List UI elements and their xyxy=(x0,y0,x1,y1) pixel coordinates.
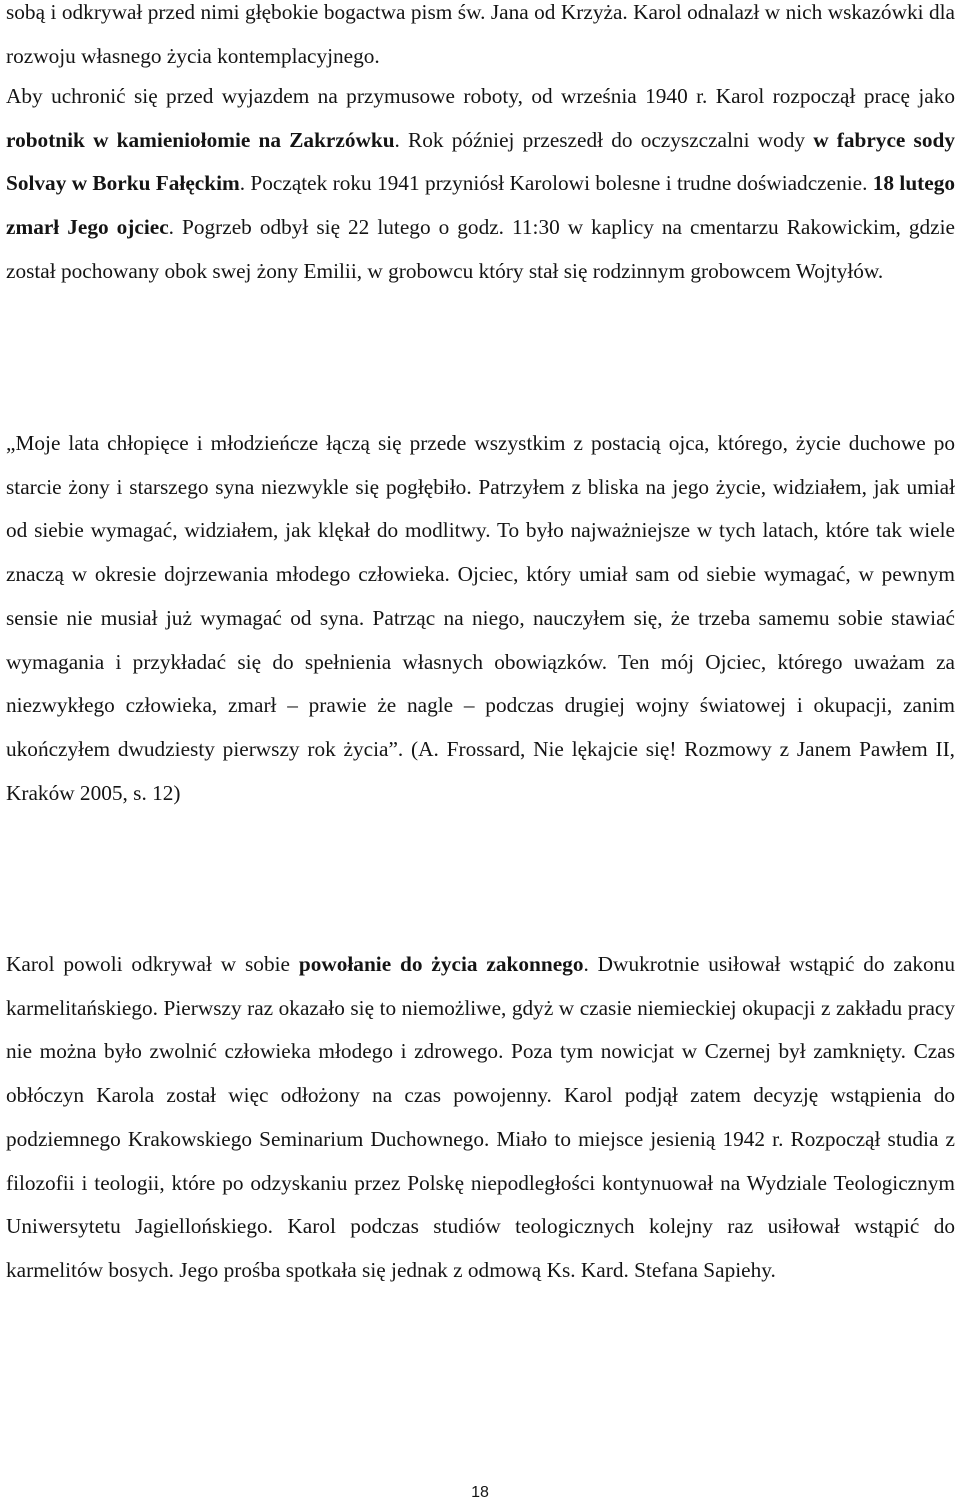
paragraph-1-text: sobą i odkrywał przed nimi głębokie bogactwa pism św. Jana od Krzyża. Karol odnalazł w nich wskazówki dla rozwoju własnego życia kontemplacyjnego. xyxy=(6,0,955,68)
paragraph-continuation xyxy=(6,0,955,78)
quote-paragraph xyxy=(6,422,955,815)
paragraph-2-text-4: . Pogrzeb odbył się 22 lutego o godz. 11:30 w kaplicy na cmentarzu Rakowickim, gdzie został pochowany obok swej żony Emilii, w grobowcu który stał się rodzinnym grobowcem Wojtyłów. xyxy=(6,215,955,283)
bold-solvay-factory: w fabryce sody Solvay w Borku Fałęckim xyxy=(6,127,955,196)
bold-quarry-worker: robotnik w kamieniołomie na Zakrzówku xyxy=(6,127,395,152)
bold-father-death: 18 lutego zmarł Jego ojciec xyxy=(6,171,956,240)
paragraph-2-text-3: . Początek roku 1941 przyniósł Karolowi bolesne i trudne doświadczenie. xyxy=(239,171,873,196)
quote-text: „Moje lata chłopięce i młodzieńcze łączą się przede wszystkim z postacią ojca, którego, życie duchowe po starcie żony i starszego syna niezwykle się pogłębiło. Patrzyłem z bliska na jego życie, widziałem, jak umiał od siebie wymagać, widziałem, jak klękał do modlitwy. To było najważniejsze w tych latach, które tak wiele znaczą w okresie dojrzewania młodego człowieka. Ojciec, który umiał sam od siebie wymagać, w pewnym sensie nie musiał już wymagać od syna. Patrząc na niego, nauczyłem się, że trzeba samemu sobie stawiać wymagania i przykładać się do spełnienia własnych obowiązków. Ten mój Ojciec, którego uważam za niezwykłego człowieka, zmarł – prawie że nagle – podczas drugiej wojny światowej i okupacji, zanim ukończyłem dwudziesty pierwszy rok życia”. (A. Frossard, Nie lękajcie się! Rozmowy z Janem Pawłem II, Kraków 2005, s. 12) xyxy=(6,431,955,805)
paragraph-work-and-father xyxy=(6,75,955,294)
paragraph-2-text-2: . Rok później przeszedł do oczyszczalni wody xyxy=(394,127,814,152)
bold-vocation: powołanie do życia zakonnego xyxy=(298,952,584,976)
page-number: 18 xyxy=(471,1484,489,1501)
paragraph-vocation xyxy=(6,943,955,1293)
paragraph-2-text-1: Aby uchronić się przed wyjazdem na przymusowe roboty, od września 1940 r. Karol rozpoczął pracę jako xyxy=(6,84,955,108)
paragraph-4-text-2: . Dwukrotnie usiłował wstąpić do zakonu karmelitańskiego. Pierwszy raz okazało się to niemożliwe, gdyż w czasie niemieckiej okupacji z zakładu pracy nie można było zwolnić człowieka młodego i zdrowego. Poza tym nowicjat w Czernej był zamknięty. Czas obłóczyn Karola został więc odłożony na czas powojenny. Karol podjął zatem decyzję wstąpienia do podziemnego Krakowskiego Seminarium Duchownego. Miało to miejsce jesienią 1942 r. Rozpoczął studia z filozofii i teologii, które po odzyskaniu przez Polskę niepodległości kontynuował na Wydziale Teologicznym Uniwersytetu Jagiellońskiego. Karol podczas studiów teologicznych kolejny raz usiłował wstąpić do karmelitów bosych. Jego prośba spotkała się jednak z odmową Ks. Kard. Stefana Sapiehy. xyxy=(6,952,955,1282)
paragraph-4-text-1: Karol powoli odkrywał w sobie xyxy=(6,952,299,976)
